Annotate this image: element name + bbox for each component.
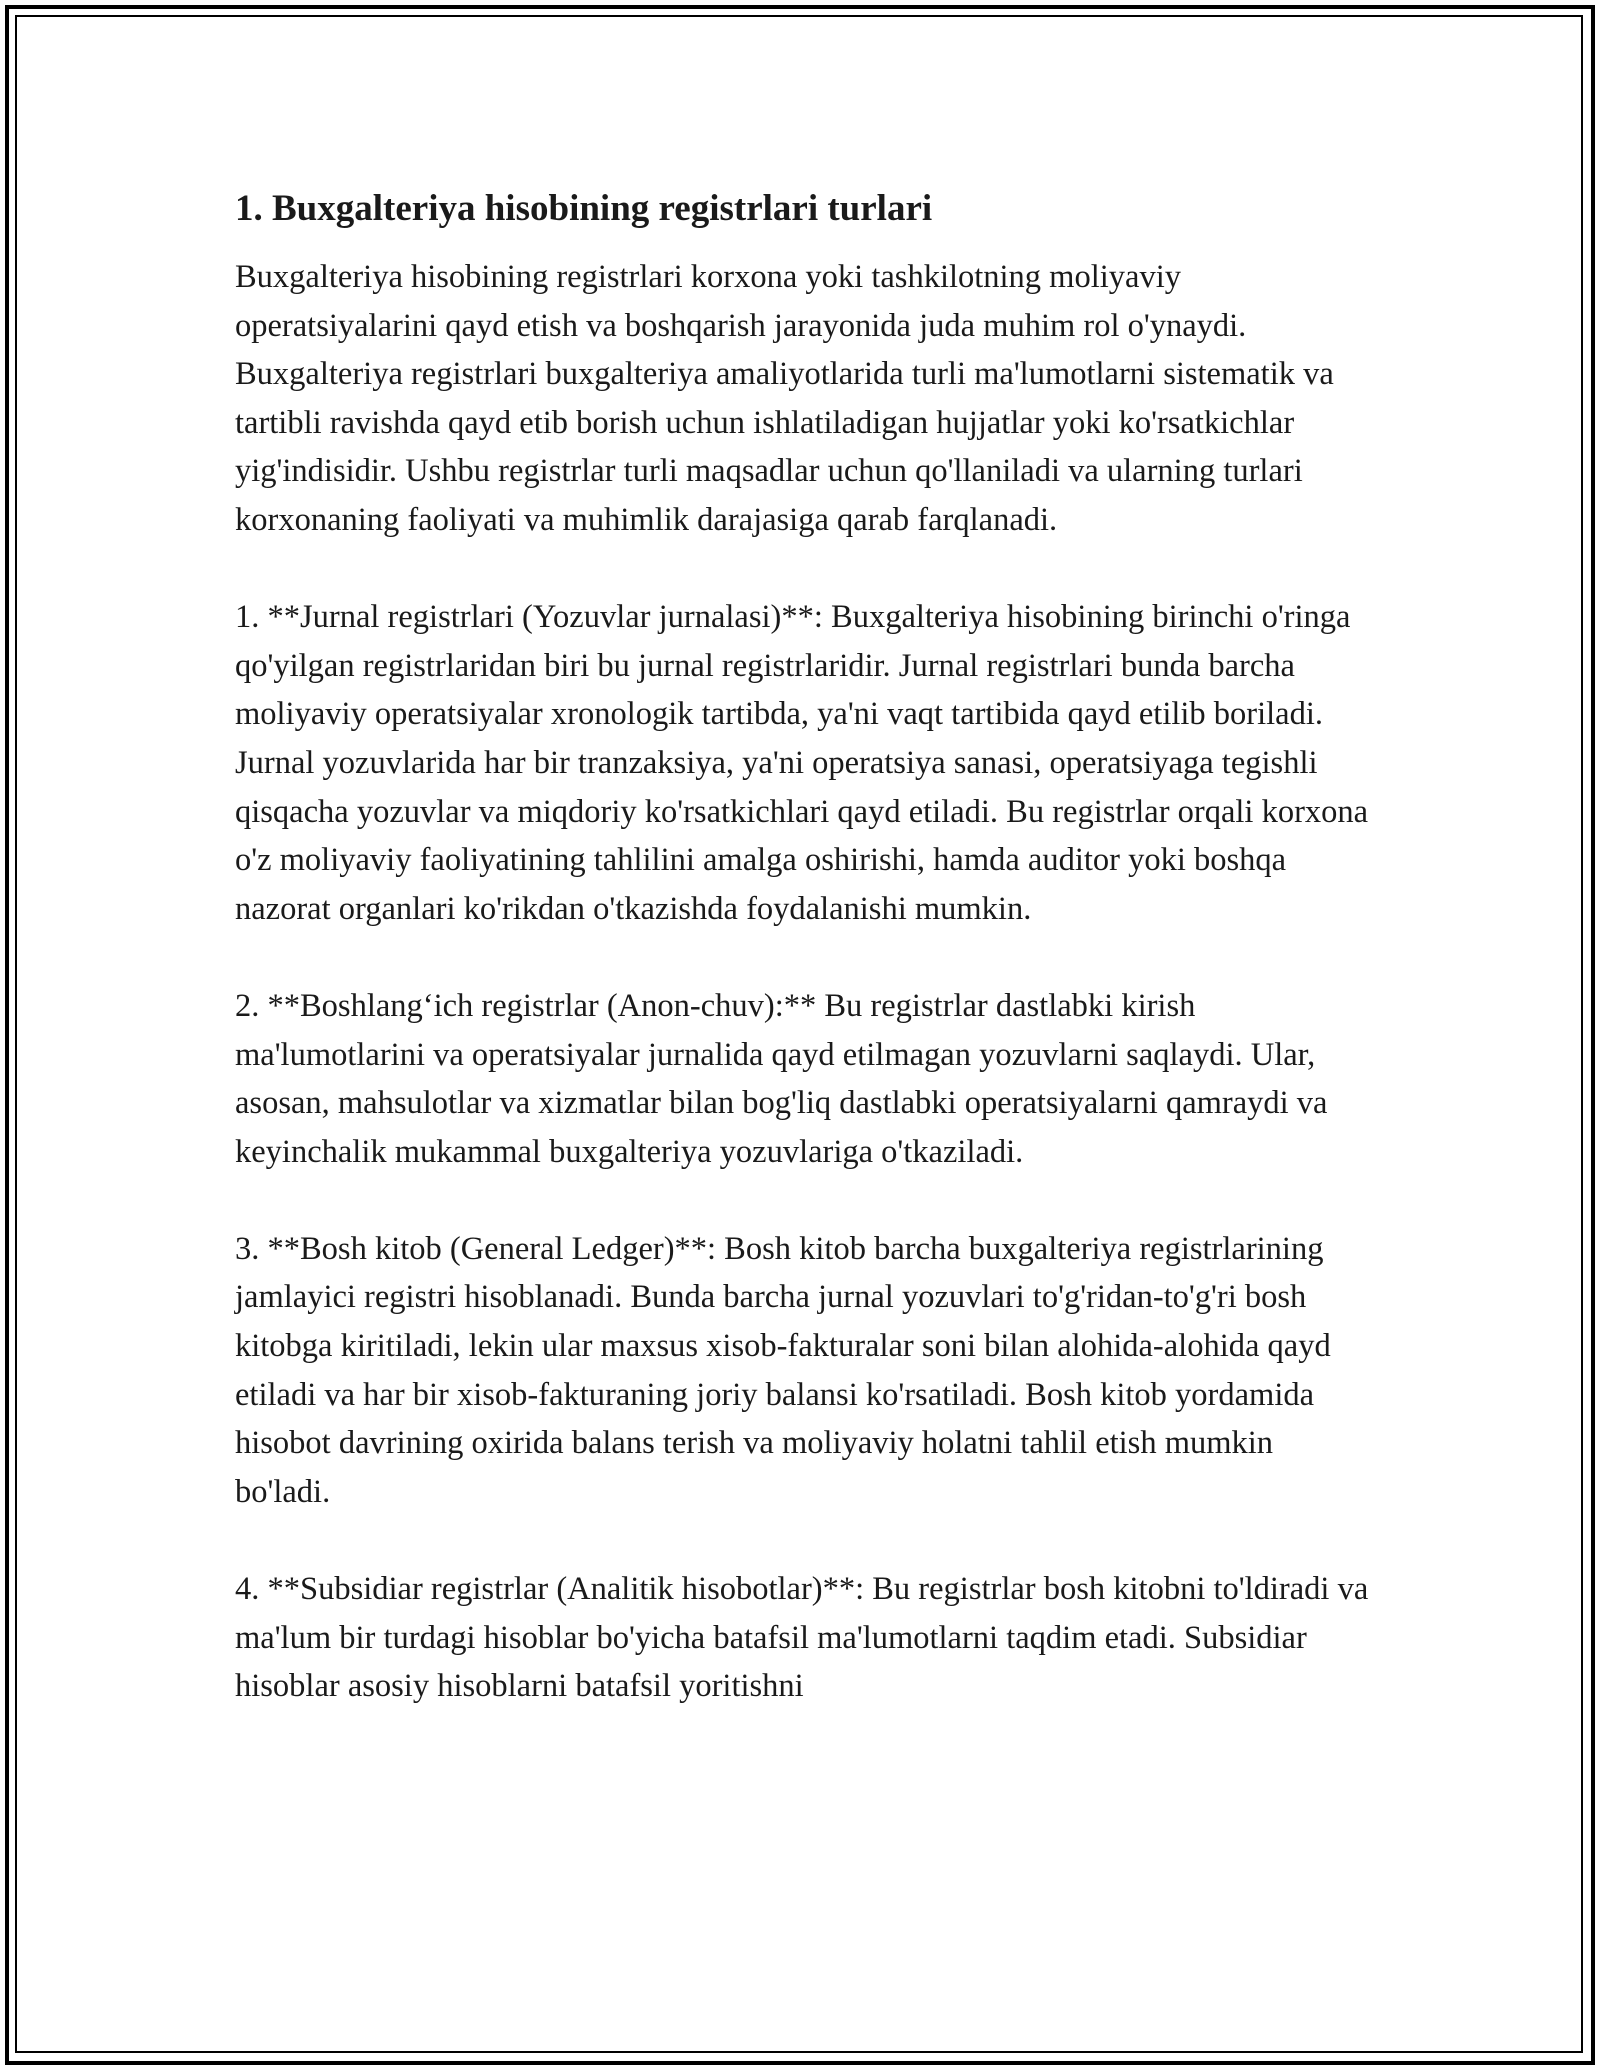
general-ledger-paragraph: 3. **Bosh kitob (General Ledger)**: Bosh kitob barcha buxgalteriya registrlarining jamlayici registri hisoblanadi. Bunda barcha jurnal yozuvlari to'g'ridan-to'g'ri bosh kitobga kiritiladi, lekin ular maxsus xisob-fakturalar soni bilan alohida-alohida qayd etiladi va har bir xisob-fakturaning joriy balansi ko'rsatiladi. Bosh kitob yordamida hisobot davrining oxirida balans terish va moliyaviy holatni tahlil etish mumkin bo'ladi. xyxy=(235,1230,1331,1510)
subsidiary-registers-paragraph: 4. **Subsidiar registrlar (Analitik hisobotlar)**: Bu registrlar bosh kitobni to'ldiradi va ma'lum bir turdagi hisoblar bo'yicha batafsil ma'lumotlarni taqdim etadi. Subsidiar hisoblar asosiy hisoblarni batafsil yoritishni xyxy=(235,1571,1369,1705)
initial-registers-paragraph: 2. **Boshlang‘ich registrlar (Anon-chuv):** Bu registrlar dastlabki kirish ma'lumotlarini va operatsiyalar jurnalida qayd etilmagan yozuvlarni saqlaydi. Ular, asosan, mahsulotlar va xizmatlar bilan bog'liq dastlabki operatsiyalarni qamraydi va keyinchalik mukammal buxgalteriya yozuvlariga o'tkaziladi. xyxy=(235,987,1328,1170)
document-body xyxy=(235,185,1370,1759)
journal-registers-paragraph: 1. **Jurnal registrlari (Yozuvlar jurnalasi)**: Buxgalteriya hisobining birinchi o'ringa qo'yilgan registrlaridan biri bu jurnal registrlaridir. Jurnal registrlari bunda barcha moliyaviy operatsiyalar xronologik tartibda, ya'ni vaqt tartibida qayd etilib boriladi. Jurnal yozuvlarida har bir tranzaksiya, ya'ni operatsiya sanasi, operatsiyaga tegishli qisqacha yozuvlar va miqdoriy ko'rsatkichlari qayd etiladi. Bu registrlar orqali korxona o'z moliyaviy faoliyatining tahlilini amalga oshirishi, hamda auditor yoki boshqa nazorat organlari ko'rikdan o'tkazishda foydalanishi mumkin. xyxy=(235,599,1369,927)
intro-paragraph: Buxgalteriya hisobining registrlari korxona yoki tashkilotning moliyaviy operatsiyalarini qayd etish va boshqarish jarayonida juda muhim rol o'ynaydi. Buxgalteriya registrlari buxgalteriya amaliyotlarida turli ma'lumotlarni sistematik va tartibli ravishda qayd etib borish uchun ishlatiladigan hujjatlar yoki ko'rsatkichlar yig'indisidir. Ushbu registrlar turli maqsadlar uchun qo'llaniladi va ularning turlari korxonaning faoliyati va muhimlik darajasiga qarab farqlanadi. xyxy=(235,259,1334,538)
document-title: 1. Buxgalteriya hisobining registrlari turlari xyxy=(235,188,933,229)
